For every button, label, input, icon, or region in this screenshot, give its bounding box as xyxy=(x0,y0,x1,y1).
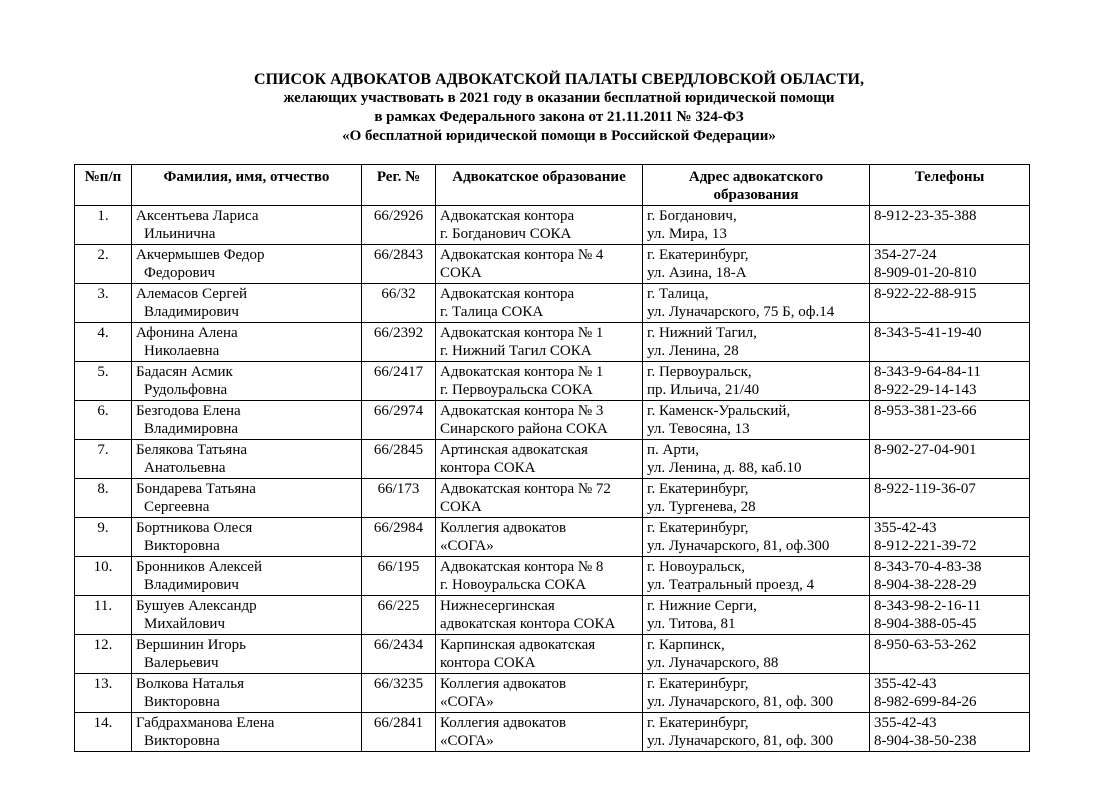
organization-address xyxy=(643,479,870,518)
bar-organization xyxy=(436,284,643,323)
lawyer-patronymic: Николаевна xyxy=(144,343,220,359)
lawyer-surname-name: Акчермышев Федор xyxy=(136,247,265,263)
org-line-1: Адвокатская контора № 72 xyxy=(440,481,611,497)
phones xyxy=(870,362,1030,401)
table-row xyxy=(75,206,1030,245)
row-number-text: 9. xyxy=(97,520,109,536)
registration-number-text: 66/2974 xyxy=(373,403,424,419)
registration-number xyxy=(362,674,436,713)
col-header-name: Фамилия, имя, отчество xyxy=(132,165,362,206)
phones xyxy=(870,674,1030,713)
row-number xyxy=(75,284,132,323)
lawyer-surname-name: Афонина Алена xyxy=(136,325,238,341)
lawyer-surname-name: Габдрахманова Елена xyxy=(136,715,275,731)
registration-number xyxy=(362,245,436,284)
phones xyxy=(870,323,1030,362)
organization-address xyxy=(643,323,870,362)
phones xyxy=(870,245,1030,284)
registration-number-text: 66/3235 xyxy=(373,676,424,692)
row-number xyxy=(75,245,132,284)
row-number xyxy=(75,635,132,674)
row-number-text: 12. xyxy=(93,637,113,653)
row-number xyxy=(75,401,132,440)
table-row xyxy=(75,674,1030,713)
phone-1: 8-922-119-36-07 xyxy=(874,481,976,497)
lawyer-surname-name: Бушуев Александр xyxy=(136,598,257,614)
org-line-1: Адвокатская контора № 1 xyxy=(440,325,604,341)
bar-organization xyxy=(436,440,643,479)
org-line-1: Коллегия адвокатов xyxy=(440,676,567,692)
table-row xyxy=(75,635,1030,674)
row-number xyxy=(75,440,132,479)
title-line-1: СПИСОК АДВОКАТОВ АДВОКАТСКОЙ ПАЛАТЫ СВЕРДЛОВСКОЙ ОБЛАСТИ, xyxy=(254,71,864,88)
bar-organization xyxy=(436,323,643,362)
lawyer-patronymic: Владимирович xyxy=(144,304,239,320)
phone-1: 355-42-43 xyxy=(874,520,937,536)
org-line-1: Артинская адвокатская xyxy=(440,442,588,458)
organization-address xyxy=(643,401,870,440)
organization-address xyxy=(643,596,870,635)
lawyer-name xyxy=(132,518,362,557)
phone-2: 8-982-699-84-26 xyxy=(874,694,977,710)
phones xyxy=(870,206,1030,245)
lawyer-name xyxy=(132,362,362,401)
phone-1: 354-27-24 xyxy=(874,247,937,263)
row-number xyxy=(75,518,132,557)
org-line-1: Адвокатская контора № 8 xyxy=(440,559,604,575)
row-number xyxy=(75,557,132,596)
row-number-text: 11. xyxy=(93,598,113,614)
lawyer-surname-name: Бондарева Татьяна xyxy=(136,481,256,497)
address-line-1: г. Нижний Тагил, xyxy=(647,325,757,341)
lawyer-surname-name: Бортникова Олеся xyxy=(136,520,253,536)
lawyer-patronymic: Викторовна xyxy=(144,694,220,710)
row-number-text: 1. xyxy=(97,208,109,224)
org-line-2: контора СОКА xyxy=(440,460,536,476)
lawyer-name xyxy=(132,401,362,440)
title-line-4: «О бесплатной юридической помощи в Российской Федерации» xyxy=(342,128,776,144)
row-number xyxy=(75,674,132,713)
lawyer-patronymic: Михайлович xyxy=(144,616,225,632)
bar-organization xyxy=(436,635,643,674)
phone-1: 8-912-23-35-388 xyxy=(874,208,977,224)
org-line-2: СОКА xyxy=(440,265,482,281)
row-number-text: 2. xyxy=(97,247,109,263)
organization-address xyxy=(643,635,870,674)
address-line-2: ул. Ленина, д. 88, каб.10 xyxy=(647,460,802,476)
bar-organization xyxy=(436,557,643,596)
org-line-1: Адвокатская контора xyxy=(440,286,575,302)
lawyer-surname-name: Бадасян Асмик xyxy=(136,364,233,380)
lawyer-surname-name: Бронников Алексей xyxy=(136,559,262,575)
row-number-text: 6. xyxy=(97,403,109,419)
phones xyxy=(870,713,1030,752)
col-header-phones: Телефоны xyxy=(870,165,1030,206)
phone-1: 8-953-381-23-66 xyxy=(874,403,977,419)
registration-number-text: 66/32 xyxy=(381,286,416,302)
registration-number-text: 66/2434 xyxy=(373,637,424,653)
phone-1: 8-950-63-53-262 xyxy=(874,637,977,653)
org-line-1: Коллегия адвокатов xyxy=(440,715,567,731)
registration-number-text: 66/2843 xyxy=(373,247,424,263)
registration-number-text: 66/225 xyxy=(377,598,420,614)
table-row xyxy=(75,518,1030,557)
bar-organization xyxy=(436,206,643,245)
phones xyxy=(870,440,1030,479)
phones xyxy=(870,518,1030,557)
address-line-1: г. Карпинск, xyxy=(647,637,725,653)
address-line-1: г. Талица, xyxy=(647,286,709,302)
address-line-1: г. Новоуральск, xyxy=(647,559,746,575)
phones xyxy=(870,596,1030,635)
org-line-2: Синарского района СОКА xyxy=(440,421,608,437)
phone-2: 8-904-38-50-238 xyxy=(874,733,977,749)
address-line-2: ул. Театральный проезд, 4 xyxy=(647,577,815,593)
lawyer-patronymic: Анатольевна xyxy=(144,460,226,476)
phone-1: 355-42-43 xyxy=(874,715,937,731)
registration-number xyxy=(362,635,436,674)
table-row xyxy=(75,323,1030,362)
row-number-text: 13. xyxy=(93,676,113,692)
row-number xyxy=(75,596,132,635)
address-line-2: ул. Тевосяна, 13 xyxy=(647,421,750,437)
lawyer-name xyxy=(132,596,362,635)
lawyer-surname-name: Безгодова Елена xyxy=(136,403,241,419)
registration-number-text: 66/2392 xyxy=(373,325,424,341)
address-line-2: ул. Луначарского, 81, оф. 300 xyxy=(647,694,834,710)
phones xyxy=(870,284,1030,323)
row-number-text: 7. xyxy=(97,442,109,458)
col-header-org: Адвокатское образование xyxy=(436,165,643,206)
lawyer-name xyxy=(132,557,362,596)
table-row xyxy=(75,596,1030,635)
bar-organization xyxy=(436,401,643,440)
row-number xyxy=(75,323,132,362)
lawyer-name xyxy=(132,713,362,752)
address-line-1: г. Нижние Серги, xyxy=(647,598,757,614)
phone-2: 8-904-388-05-45 xyxy=(874,616,977,632)
address-line-1: г. Екатеринбург, xyxy=(647,715,749,731)
org-line-1: Адвокатская контора № 1 xyxy=(440,364,604,380)
registration-number xyxy=(362,518,436,557)
lawyer-surname-name: Белякова Татьяна xyxy=(136,442,248,458)
table-row xyxy=(75,557,1030,596)
bar-organization xyxy=(436,362,643,401)
lawyer-patronymic: Викторовна xyxy=(144,538,220,554)
org-line-2: СОКА xyxy=(440,499,482,515)
org-line-2: г. Нижний Тагил СОКА xyxy=(440,343,592,359)
phones xyxy=(870,401,1030,440)
address-line-2: ул. Тургенева, 28 xyxy=(647,499,756,515)
lawyer-name xyxy=(132,635,362,674)
phone-2: 8-904-38-228-29 xyxy=(874,577,977,593)
phone-1: 8-922-22-88-915 xyxy=(874,286,977,302)
lawyer-name xyxy=(132,206,362,245)
lawyer-patronymic: Викторовна xyxy=(144,733,220,749)
org-line-2: «СОГА» xyxy=(440,733,494,749)
registration-number xyxy=(362,284,436,323)
address-line-2: ул. Азина, 18-А xyxy=(647,265,747,281)
organization-address xyxy=(643,713,870,752)
registration-number xyxy=(362,596,436,635)
phone-1: 8-902-27-04-901 xyxy=(874,442,977,458)
title-line-3: в рамках Федерального закона от 21.11.2011 № 324-ФЗ xyxy=(374,109,744,125)
registration-number-text: 66/2926 xyxy=(373,208,424,224)
org-line-1: Карпинская адвокатская xyxy=(440,637,596,653)
org-line-1: Адвокатская контора № 4 xyxy=(440,247,604,263)
lawyer-surname-name: Волкова Наталья xyxy=(136,676,244,692)
address-line-1: г. Каменск-Уральский, xyxy=(647,403,791,419)
org-line-2: г. Новоуральска СОКА xyxy=(440,577,587,593)
registration-number-text: 66/2841 xyxy=(373,715,424,731)
lawyer-patronymic: Ильинична xyxy=(144,226,216,242)
bar-organization xyxy=(436,674,643,713)
bar-organization xyxy=(436,245,643,284)
org-line-2: адвокатская контора СОКА xyxy=(440,616,616,632)
phones xyxy=(870,479,1030,518)
row-number xyxy=(75,479,132,518)
address-line-2: ул. Ленина, 28 xyxy=(647,343,739,359)
org-line-2: г. Талица СОКА xyxy=(440,304,544,320)
lawyer-patronymic: Валерьевич xyxy=(144,655,219,671)
col-header-num: №п/п xyxy=(75,165,132,206)
table-row xyxy=(75,245,1030,284)
col-header-reg: Рег. № xyxy=(362,165,436,206)
table-body xyxy=(75,206,1030,752)
phone-2: 8-909-01-20-810 xyxy=(874,265,977,281)
document-header xyxy=(0,70,1118,146)
phone-2: 8-912-221-39-72 xyxy=(874,538,977,554)
org-line-2: г. Богданович СОКА xyxy=(440,226,572,242)
organization-address xyxy=(643,440,870,479)
address-line-1: г. Первоуральск, xyxy=(647,364,752,380)
address-line-2: пр. Ильича, 21/40 xyxy=(647,382,760,398)
phone-1: 8-343-70-4-83-38 xyxy=(874,559,982,575)
table-row xyxy=(75,713,1030,752)
organization-address xyxy=(643,284,870,323)
address-line-2: ул. Мира, 13 xyxy=(647,226,727,242)
org-line-1: Коллегия адвокатов xyxy=(440,520,567,536)
bar-organization xyxy=(436,518,643,557)
address-line-1: г. Екатеринбург, xyxy=(647,676,749,692)
table-row xyxy=(75,440,1030,479)
table-row xyxy=(75,284,1030,323)
row-number xyxy=(75,713,132,752)
row-number-text: 8. xyxy=(97,481,109,497)
lawyer-surname-name: Аксентьева Лариса xyxy=(136,208,259,224)
organization-address xyxy=(643,206,870,245)
address-line-2: ул. Луначарского, 81, оф. 300 xyxy=(647,733,834,749)
address-line-1: г. Екатеринбург, xyxy=(647,520,749,536)
address-line-1: г. Екатеринбург, xyxy=(647,481,749,497)
row-number-text: 5. xyxy=(97,364,109,380)
registration-number-text: 66/2845 xyxy=(373,442,424,458)
table-row xyxy=(75,479,1030,518)
org-line-1: Адвокатская контора № 3 xyxy=(440,403,604,419)
registration-number xyxy=(362,557,436,596)
organization-address xyxy=(643,674,870,713)
lawyer-patronymic: Рудольфовна xyxy=(144,382,228,398)
bar-organization xyxy=(436,596,643,635)
table-row xyxy=(75,401,1030,440)
phones xyxy=(870,557,1030,596)
row-number-text: 10. xyxy=(93,559,113,575)
row-number xyxy=(75,362,132,401)
title-line-2: желающих участвовать в 2021 году в оказании бесплатной юридической помощи xyxy=(283,90,835,106)
row-number-text: 4. xyxy=(97,325,109,341)
row-number-text: 3. xyxy=(97,286,109,302)
registration-number xyxy=(362,440,436,479)
lawyer-surname-name: Алемасов Сергей xyxy=(136,286,247,302)
phone-1: 8-343-98-2-16-11 xyxy=(874,598,981,614)
registration-number xyxy=(362,323,436,362)
lawyers-table xyxy=(74,164,1030,752)
row-number xyxy=(75,206,132,245)
phone-2: 8-922-29-14-143 xyxy=(874,382,977,398)
table-header-row xyxy=(75,165,1030,206)
org-line-2: «СОГА» xyxy=(440,694,494,710)
address-line-1: п. Арти, xyxy=(647,442,699,458)
col-header-address: Адрес адвокатского образования xyxy=(643,165,870,206)
organization-address xyxy=(643,557,870,596)
organization-address xyxy=(643,362,870,401)
lawyer-patronymic: Владимирович xyxy=(144,577,239,593)
bar-organization xyxy=(436,713,643,752)
address-line-2: ул. Луначарского, 88 xyxy=(647,655,779,671)
registration-number-text: 66/2417 xyxy=(373,364,424,380)
address-line-2: ул. Луначарского, 75 Б, оф.14 xyxy=(647,304,835,320)
phone-1: 8-343-5-41-19-40 xyxy=(874,325,982,341)
registration-number-text: 66/173 xyxy=(377,481,420,497)
registration-number xyxy=(362,362,436,401)
address-line-1: г. Екатеринбург, xyxy=(647,247,749,263)
org-line-1: Нижнесергинская xyxy=(440,598,555,614)
lawyer-name xyxy=(132,479,362,518)
bar-organization xyxy=(436,479,643,518)
org-line-1: Адвокатская контора xyxy=(440,208,575,224)
registration-number xyxy=(362,401,436,440)
lawyer-patronymic: Федорович xyxy=(144,265,216,281)
lawyer-name xyxy=(132,284,362,323)
registration-number-text: 66/195 xyxy=(377,559,420,575)
phone-1: 8-343-9-64-84-11 xyxy=(874,364,981,380)
organization-address xyxy=(643,245,870,284)
lawyer-patronymic: Сергеевна xyxy=(144,499,210,515)
registration-number xyxy=(362,713,436,752)
org-line-2: контора СОКА xyxy=(440,655,536,671)
lawyer-name xyxy=(132,440,362,479)
phones xyxy=(870,635,1030,674)
org-line-2: г. Первоуральска СОКА xyxy=(440,382,593,398)
address-line-2: ул. Титова, 81 xyxy=(647,616,736,632)
address-line-2: ул. Луначарского, 81, оф.300 xyxy=(647,538,830,554)
table-row xyxy=(75,362,1030,401)
lawyer-surname-name: Вершинин Игорь xyxy=(136,637,247,653)
lawyer-patronymic: Владимировна xyxy=(144,421,239,437)
registration-number xyxy=(362,479,436,518)
address-line-1: г. Богданович, xyxy=(647,208,737,224)
organization-address xyxy=(643,518,870,557)
org-line-2: «СОГА» xyxy=(440,538,494,554)
lawyer-name xyxy=(132,674,362,713)
row-number-text: 14. xyxy=(93,715,113,731)
lawyer-name xyxy=(132,245,362,284)
registration-number xyxy=(362,206,436,245)
lawyer-name xyxy=(132,323,362,362)
phone-1: 355-42-43 xyxy=(874,676,937,692)
registration-number-text: 66/2984 xyxy=(373,520,424,536)
